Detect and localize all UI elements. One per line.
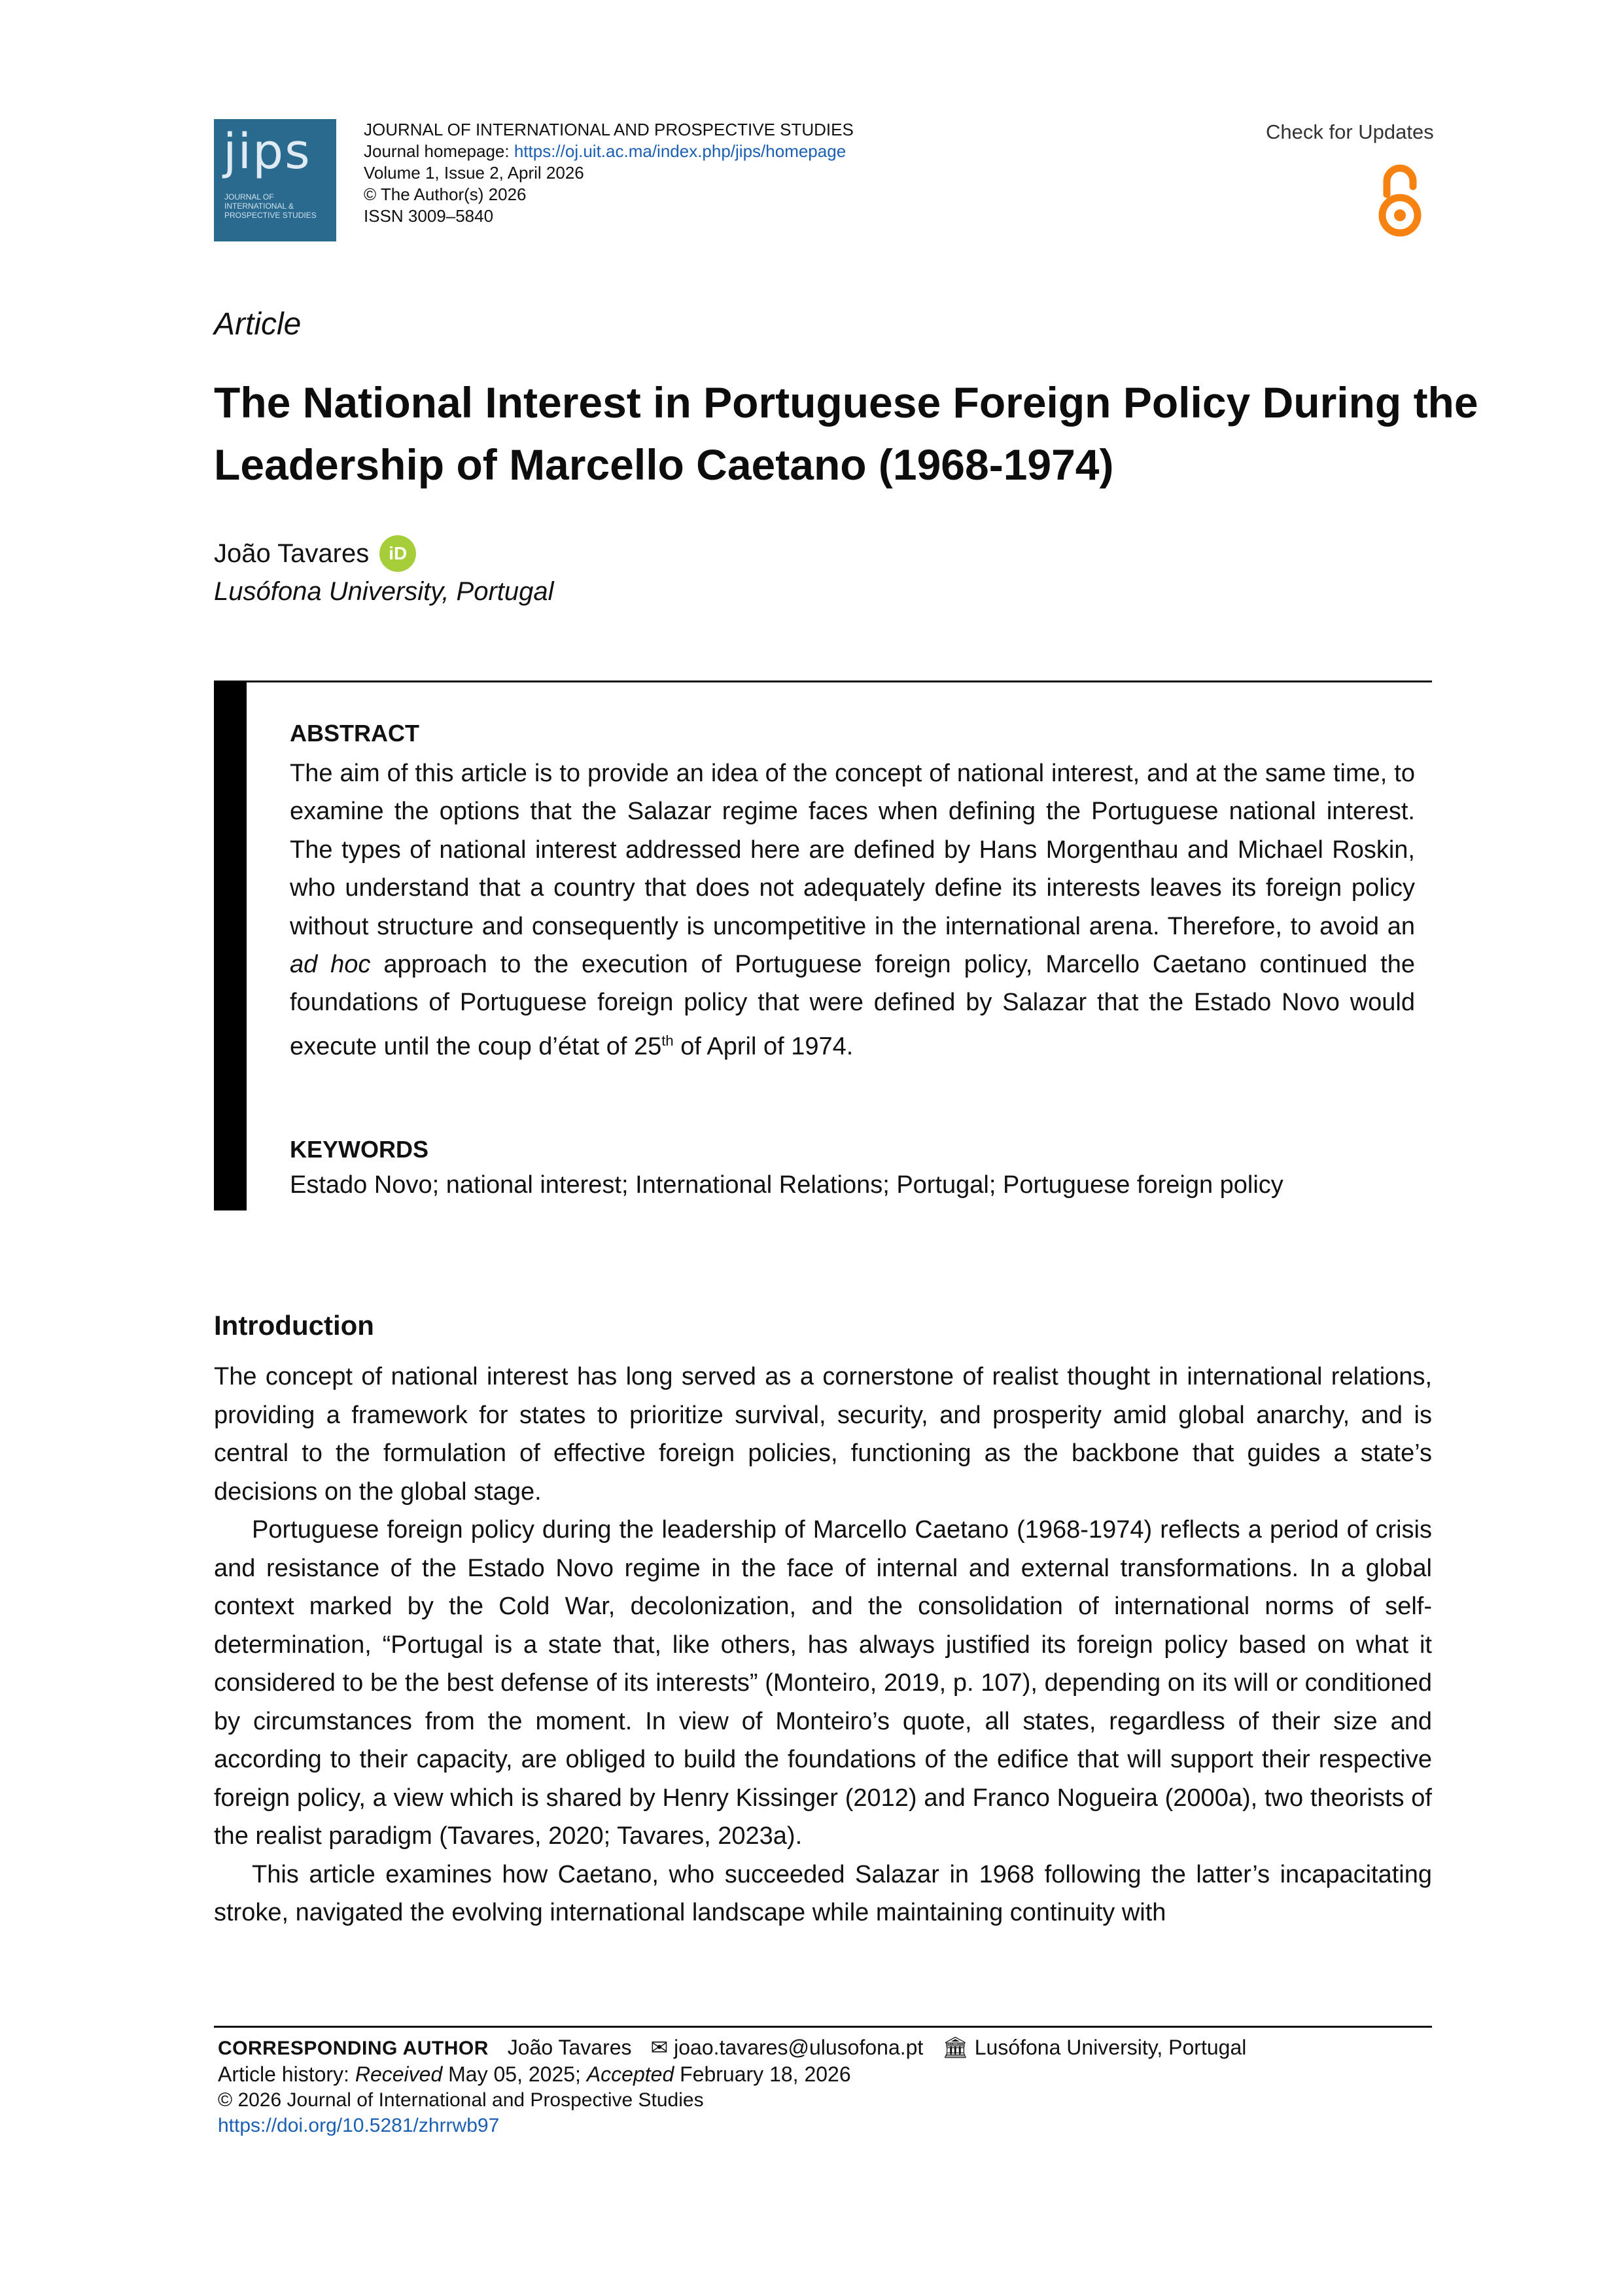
keywords-heading: KEYWORDS [290, 1136, 429, 1163]
paragraph-2: Portuguese foreign policy during the leadership of Marcello Caetano (1968-1974) reflects a period of crisis and resistance of the Estado Novo regime in the face of internal and external transformations. In a global context marked by the Cold War, decolonization, and the consolidation of international norms of self-determination, “Portugal is a state that, like others, has always justified its foreign policy based on what it considered to be the best defense of its interests” (Monteiro, 2019, p. 107), depending on its will or conditioned by circumstances from the moment. In view of Monteiro’s quote, all states, regardless of their size and according to their capacity, are obliged to build the foundations of the edifice that will support their respective foreign policy, a view which is shared by Henry Kissinger (2012) and Franco Nogueira (2000a), two theorists of the realist paradigm (Tavares, 2020; Tavares, 2023a). [214, 1516, 1432, 1850]
abstract-text [290, 754, 1415, 1066]
received-label: Received [355, 2062, 443, 2086]
article-title: The National Interest in Portuguese Foreign Policy During the Leadership of Marcello Caetano (1968-1974) [214, 378, 1478, 489]
received-date: May 05, 2025; [442, 2062, 587, 2086]
volume-issue: Volume 1, Issue 2, April 2026 [364, 163, 584, 183]
abstract-text-superscript: th [661, 1032, 674, 1049]
corresponding-author-line [218, 2035, 1435, 2060]
article-type: Article [214, 307, 302, 342]
corresponding-author-name: João Tavares [507, 2036, 632, 2059]
check-for-updates-link[interactable]: Check for Updates [1266, 120, 1434, 143]
abstract-text-part-1: The aim of this article is to provide an idea of the concept of national interest, and at the same time, to examine the options that the Salazar regime faces when defining the Portuguese national interest. The types of national interest addressed here are defined by Hans Morgenthau and Michael Roskin, who understand that a country that does not adequately define its interests leaves its foreign policy without structure and consequently is uncompetitive in the international arena. Therefore, to avoid an [290, 760, 1415, 940]
issn: ISSN 3009–5840 [364, 206, 494, 226]
logo-text: jips [223, 124, 311, 180]
keywords-list: Estado Novo; national interest; International Relations; Portugal; Portuguese foreign policy [290, 1171, 1283, 1199]
corresponding-email-link[interactable]: joao.tavares@ulusofona.pt [674, 2036, 924, 2059]
logo-subtext: JOURNAL OF INTERNATIONAL & PROSPECTIVE STUDIES [224, 192, 317, 220]
footer-copyright: © 2026 Journal of International and Prospective Studies [218, 2089, 704, 2111]
author-line [214, 535, 416, 572]
doi-link[interactable]: https://doi.org/10.5281/zhrrwb97 [218, 2115, 500, 2136]
abstract-top-rule [214, 680, 1432, 682]
journal-logo [214, 119, 336, 241]
copyright-notice: © The Author(s) 2026 [364, 185, 527, 204]
corresponding-author-label: CORRESPONDING AUTHOR [218, 2038, 489, 2059]
accepted-label: Accepted [586, 2062, 674, 2086]
journal-name: JOURNAL OF INTERNATIONAL AND PROSPECTIVE STUDIES [364, 120, 854, 139]
accepted-date: February 18, 2026 [674, 2062, 851, 2086]
abstract-text-part-3: of April of 1974. [673, 1033, 854, 1061]
history-label: Article history: [218, 2062, 355, 2086]
institution-icon: 🏛 [942, 2036, 969, 2059]
author-name: João Tavares [214, 539, 370, 568]
paragraph-1: The concept of national interest has long served as a cornerstone of realist thought in international relations, providing a framework for states to prioritize survival, security, and prosperity amid global anarchy, and is central to the formulation of effective foreign policies, functioning as the backbone that guides a state’s decisions on the global stage. [214, 1363, 1432, 1506]
abstract-text-italic: ad hoc [290, 951, 371, 979]
abstract-heading: ABSTRACT [290, 720, 419, 747]
homepage-label: Journal homepage: [364, 141, 510, 161]
journal-homepage [364, 141, 854, 162]
footer-rule [214, 2026, 1432, 2028]
journal-meta [364, 119, 854, 227]
corresponding-institution: Lusófona University, Portugal [974, 2036, 1247, 2059]
abstract-side-bar [214, 682, 247, 1210]
body-text [214, 1358, 1432, 1932]
email-icon: ✉ [650, 2036, 669, 2059]
abstract-text-part-2: approach to the execution of Portuguese foreign policy, Marcello Caetano continued the foundations of Portuguese foreign policy that were defined by Salazar that the Estado Novo would execute until the coup d’état of 25 [290, 951, 1416, 1061]
homepage-link[interactable]: https://oj.uit.ac.ma/index.php/jips/homepage [514, 141, 846, 161]
author-affiliation: Lusófona University, Portugal [214, 577, 554, 606]
article-history [218, 2062, 1435, 2087]
section-heading-introduction: Introduction [214, 1310, 374, 1341]
orcid-icon[interactable]: iD [379, 535, 416, 572]
paragraph-3: This article examines how Caetano, who succeeded Salazar in 1968 following the latter’s incapacitating stroke, navigated the evolving international landscape while maintaining continuity with [214, 1860, 1432, 1926]
open-access-icon[interactable] [1374, 160, 1426, 239]
